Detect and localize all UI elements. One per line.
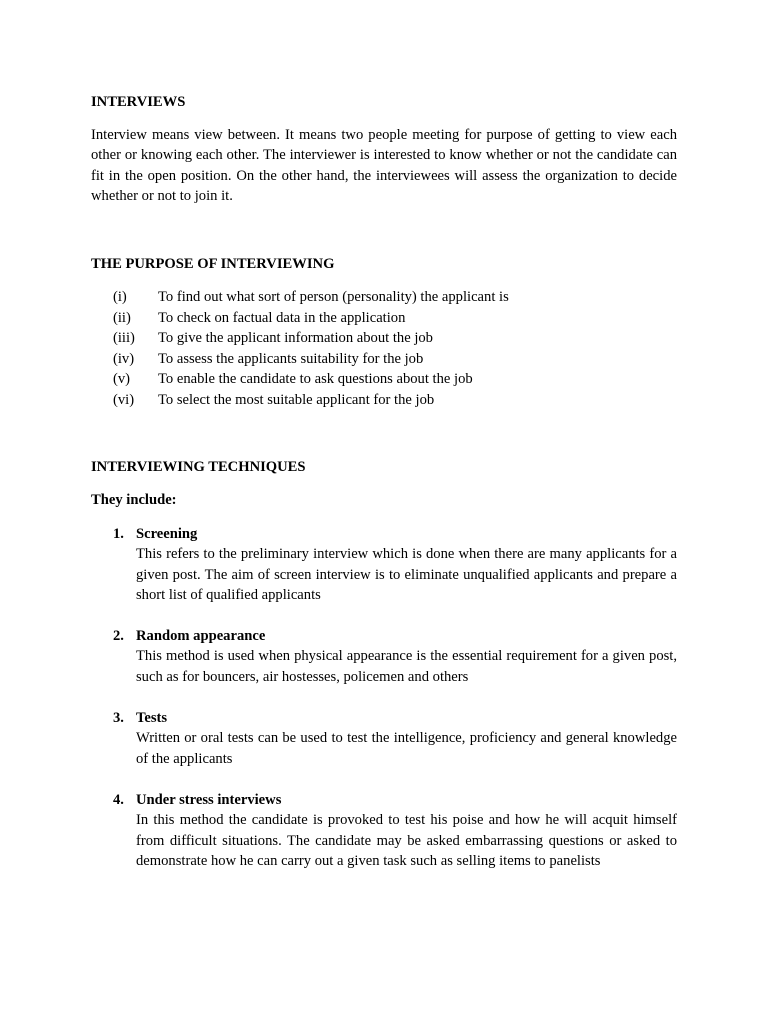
technique-title: Under stress interviews [136,792,282,808]
list-item-number: (v) [113,371,131,387]
interviews-paragraph: Interview means view between. It means two people meeting for purpose of getting to view each other or knowing each other. The interviewer is interested to know whether or not the candidate can fit in the open position. On the other hand, the interviewees will assess the organization to decide whether or not to join it. [91,127,677,204]
technique-number: 4. [113,792,124,808]
list-item-number: (i) [113,289,127,305]
list-item-text: To check on factual data in the application [158,309,406,326]
list-item-text: To assess the applicants suitability for the job [158,350,424,367]
list-item-text: To give the applicant information about the job [158,330,433,346]
technique-title: Screening [136,526,198,542]
list-item-number: (iv) [113,350,135,367]
technique-number: 1. [113,526,124,542]
list-item-text: To enable the candidate to ask questions about the job [158,371,473,387]
interviews-heading: INTERVIEWS [91,94,186,110]
technique-title: Random appearance [136,628,266,644]
technique-number: 2. [113,628,124,644]
technique-description: This refers to the preliminary interview which is done when there are many applicants for a given post. The aim of screen interview is to eliminate unqualified applicants and prepare a short list of qualified applicants [136,546,677,603]
list-item-number: (ii) [113,309,131,326]
list-item-text: To select the most suitable applicant for the job [158,391,435,408]
technique-number: 3. [113,710,124,726]
techniques-heading: INTERVIEWING TECHNIQUES [91,459,306,475]
list-item-number: (vi) [113,391,135,408]
technique-description: Written or oral tests can be used to test the intelligence, proficiency and general knowledge of the applicants [136,730,677,767]
list-item-text: To find out what sort of person (personality) the applicant is [158,289,509,305]
purpose-heading: THE PURPOSE OF INTERVIEWING [91,256,335,272]
document-page [91,0,677,1024]
technique-description: In this method the candidate is provoked to test his poise and how he will acquit himself from difficult situations. The candidate may be asked embarrassing questions or asked to demonstrate how he can carry out a given task such as selling items to panelists [136,812,677,869]
technique-title: Tests [136,710,168,726]
list-item-number: (iii) [113,330,135,346]
technique-description: This method is used when physical appearance is the essential requirement for a given post, such as for bouncers, air hostesses, policemen and others [136,648,677,685]
techniques-intro: They include: [91,492,177,508]
